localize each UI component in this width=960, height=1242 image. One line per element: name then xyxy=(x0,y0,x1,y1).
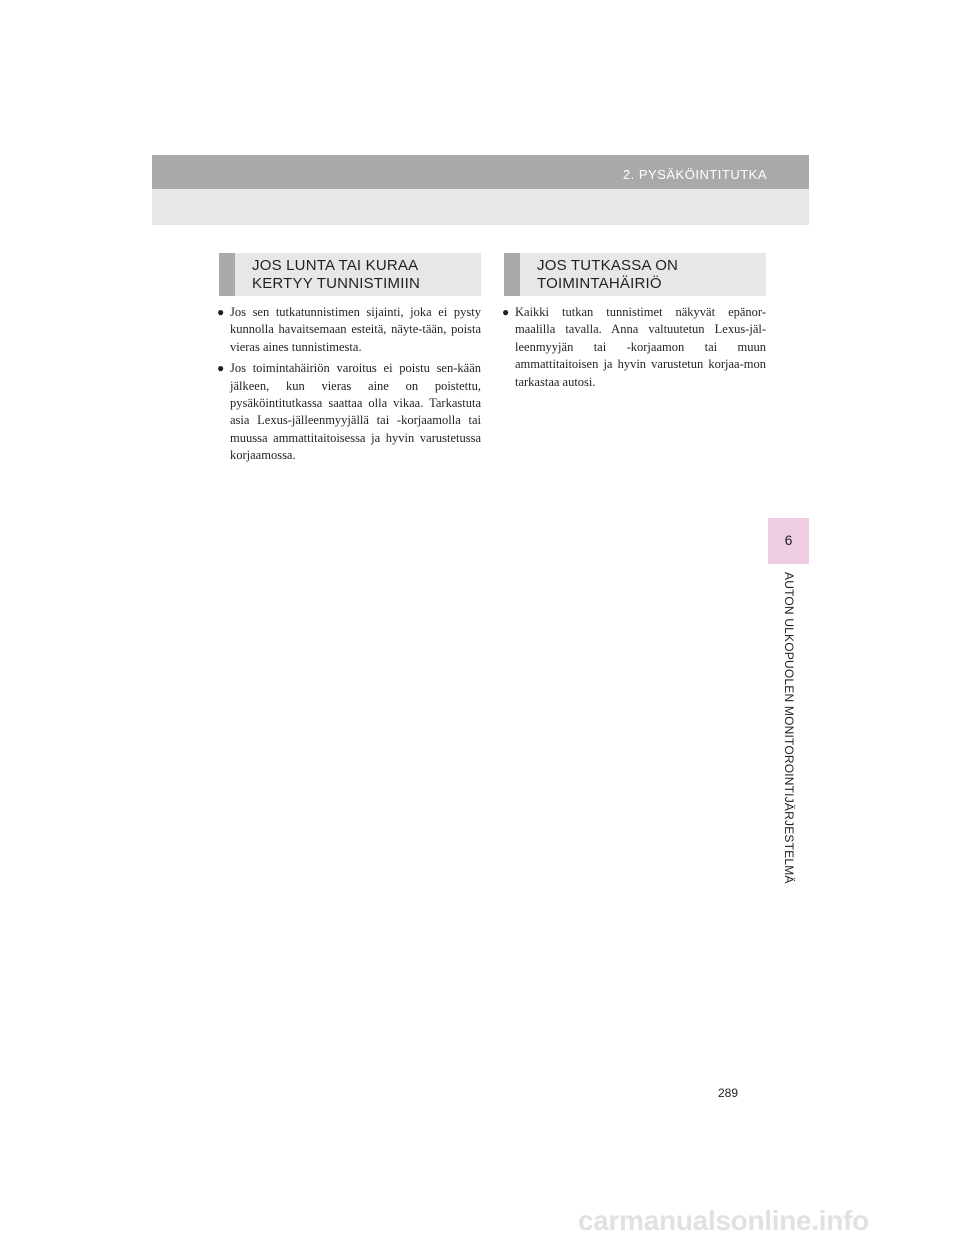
section-marker xyxy=(504,253,520,296)
bullet-text: Jos toimintahäiriön varoitus ei poistu sen-kään jälkeen, kun vieras aine on poistettu, pysäköintitutkassa saattaa olla vikaa. Tarkastuta asia Lexus-jälleenmyyjällä tai -korjaamolla tai muussa ammattitaitoisessa ja hyvin varustetussa korjaamossa. xyxy=(230,361,481,463)
bullet-text: Jos sen tutkatunnistimen sijainti, joka ei pysty kunnolla havaitsemaan esteitä, näyte-tään, poista vieras aines tunnistimesta. xyxy=(230,305,481,354)
section-title-line: KERTYY TUNNISTIMIIN xyxy=(252,275,420,292)
bullet-icon: ● xyxy=(217,361,225,376)
bullet-item xyxy=(504,304,766,391)
section-header-malfunction xyxy=(504,253,766,296)
bullet-icon: ● xyxy=(217,305,225,319)
section-title-line: JOS LUNTA TAI KURAA xyxy=(252,257,419,274)
section-title xyxy=(252,257,420,293)
section-header-snow xyxy=(219,253,481,296)
bullet-item xyxy=(219,360,481,464)
chapter-title-wrap xyxy=(770,572,808,902)
header-bar xyxy=(152,155,809,189)
left-column xyxy=(219,304,481,469)
page-number: 289 xyxy=(718,1086,739,1100)
right-column xyxy=(504,304,766,395)
watermark: carmanualsonline.info xyxy=(578,1205,869,1236)
chapter-title: AUTON ULKOPUOLEN MONITOROINTIJÄRJESTELMÄ xyxy=(782,572,796,884)
chapter-tab xyxy=(768,518,809,564)
section-marker xyxy=(219,253,235,296)
chapter-number: 6 xyxy=(784,532,793,548)
header-subbar xyxy=(152,189,809,225)
bullet-text: Kaikki tutkan tunnistimet näkyvät epänor-maalilla tavalla. Anna valtuutetun Lexus-jäl-leenmyyjän tai -korjaamon tai muun ammattitaitoisen ja hyvin varustetun korjaa-mon tarkastaa autosi. xyxy=(515,305,766,389)
section-title xyxy=(537,257,678,293)
section-title-line: TOIMINTAHÄIRIÖ xyxy=(537,275,662,292)
section-title-line: JOS TUTKASSA ON xyxy=(537,257,679,274)
bullet-icon: ● xyxy=(502,305,510,319)
bullet-item xyxy=(219,304,481,356)
header-title: 2. PYSÄKÖINTITUTKA xyxy=(622,167,767,182)
